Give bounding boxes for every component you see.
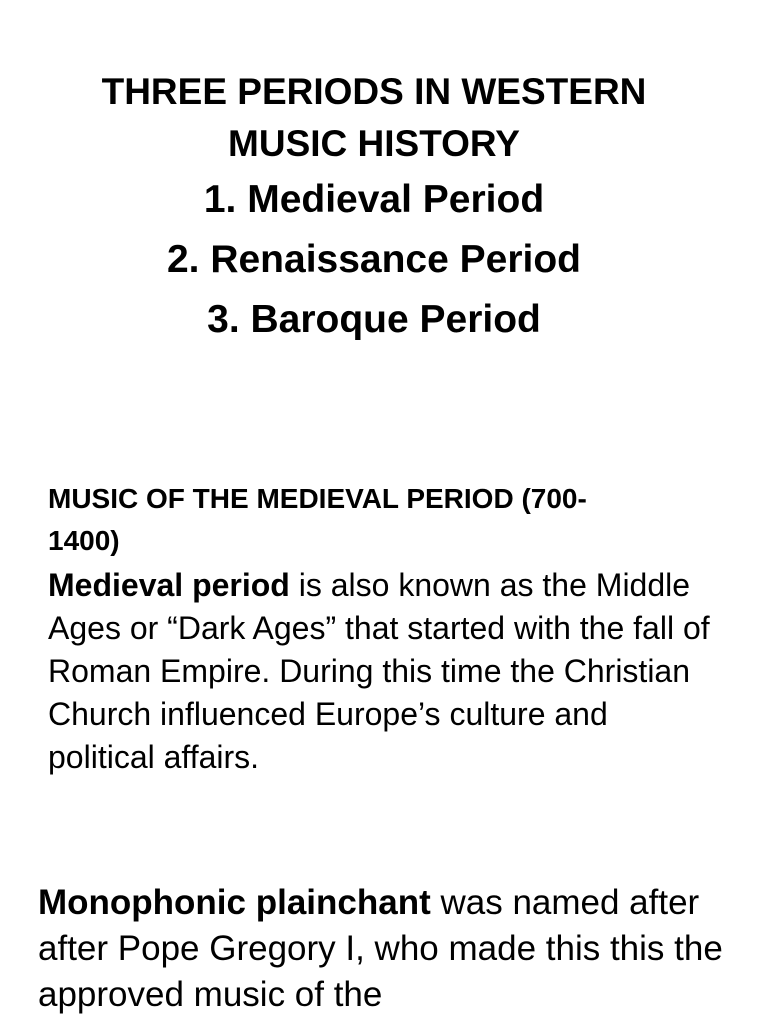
section-heading-line-2: 1400) [48,525,120,556]
plainchant-text: was named after after Pope Gregory I, who made this this the approved music of the [38,883,723,1014]
period-item-baroque: 3. Baroque Period [207,298,541,341]
medieval-section [48,478,718,779]
plainchant-paragraph [38,880,738,1018]
title-line-2: MUSIC HISTORY [228,123,520,164]
body-text: is also known as the Middle Ages or “Dark Ages” that started with the fall of Roman Empire. During this time the Christian Church influenced Europe’s culture and political affairs. [48,567,710,775]
period-item-medieval: 1. Medieval Period [203,178,545,221]
body-bold-term: Medieval period [48,567,290,603]
plainchant-bold-term: Monophonic plainchant [38,883,431,922]
section-heading [48,478,718,562]
slide-title [0,66,748,350]
section-body [48,564,718,779]
title-line-1: THREE PERIODS IN WESTERN [101,71,647,112]
period-item-renaissance: 2. Renaissance Period [166,238,582,281]
section-heading-line-1: MUSIC OF THE MEDIEVAL PERIOD (700- [48,483,587,514]
